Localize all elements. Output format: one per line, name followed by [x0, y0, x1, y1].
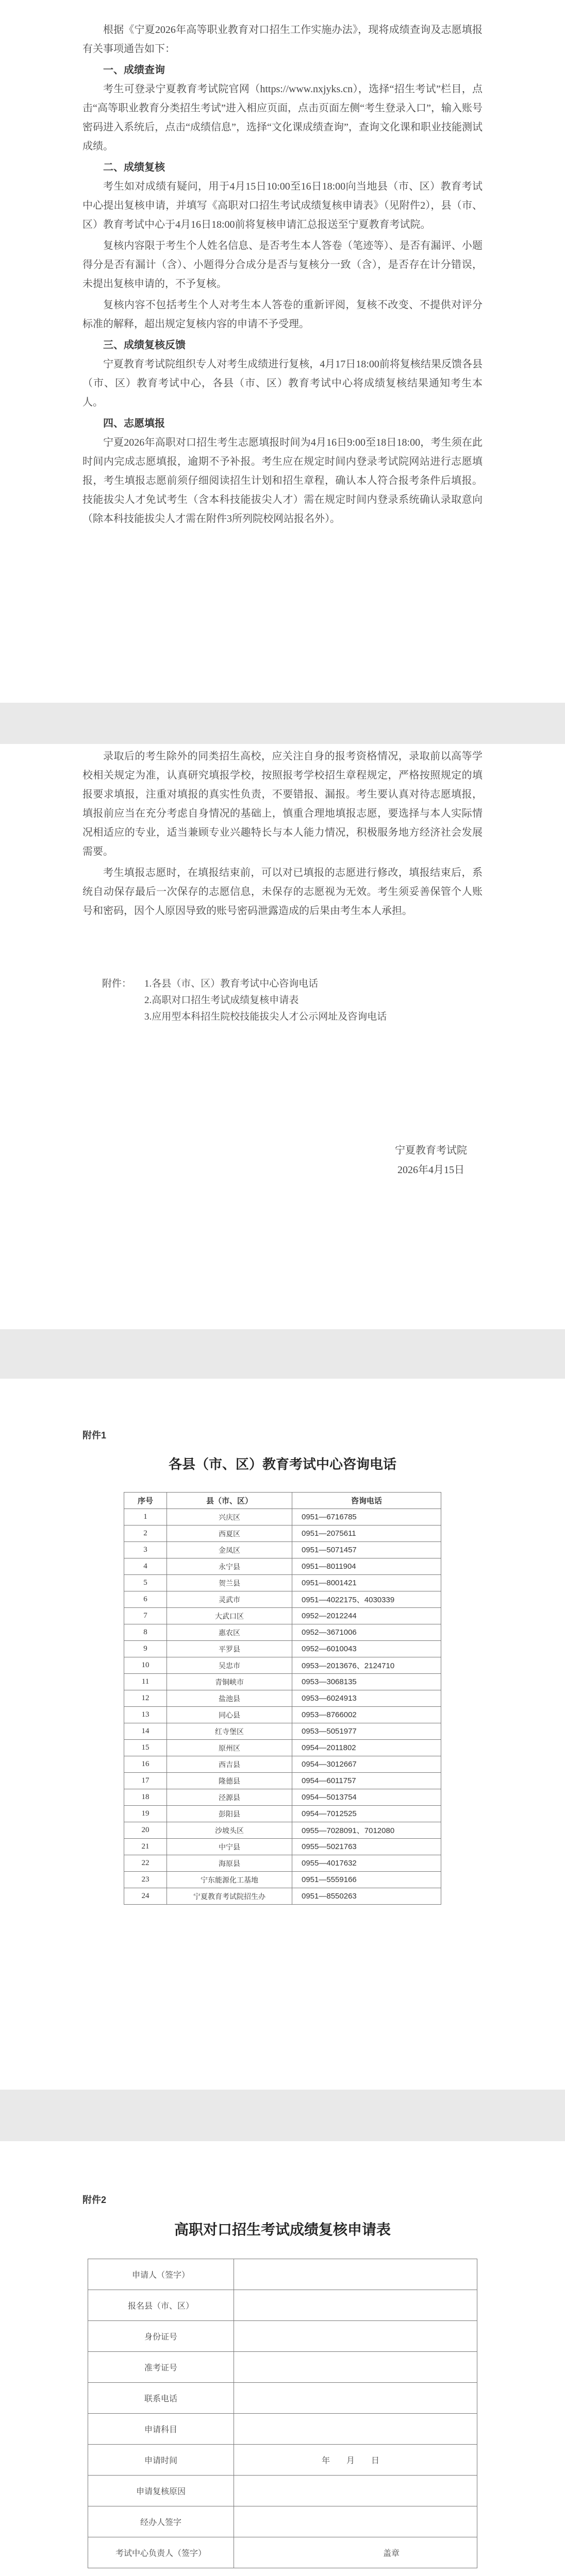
table-row — [124, 1526, 441, 1542]
table-cell: 0951—2075611 — [292, 1526, 441, 1542]
table-cell: 西吉县 — [167, 1756, 292, 1773]
signature-block — [395, 1141, 467, 1180]
page-separator — [0, 2090, 565, 2141]
section-heading: 一、成绩查询 — [103, 64, 165, 76]
table-row — [124, 1624, 441, 1641]
table-cell: 0954—5013754 — [292, 1789, 441, 1806]
table-cell: 隆德县 — [167, 1773, 292, 1789]
table-cell: 灵武市 — [167, 1591, 292, 1608]
table-cell: 宁东能源化工基地 — [167, 1872, 292, 1888]
table-cell: 16 — [124, 1756, 167, 1773]
attachment-item[interactable]: 1.各县（市、区）教育考试中心咨询电话 — [144, 978, 319, 989]
notice-body-continued — [82, 747, 483, 921]
table-cell: 0951—5071457 — [292, 1542, 441, 1558]
table-row — [124, 1509, 441, 1526]
table-cell: 0951—8011904 — [292, 1558, 441, 1575]
form-value[interactable] — [234, 2383, 477, 2414]
table-cell: 19 — [124, 1806, 167, 1822]
notice-intro: 根据《宁夏2026年高等职业教育对口招生工作实施办法》，现将成绩查询及志愿填报有关事项通告如下： — [82, 24, 483, 55]
table-cell: 同心县 — [167, 1707, 292, 1723]
page-separator — [0, 1329, 565, 1379]
issue-date: 2026年4月15日 — [397, 1164, 464, 1176]
table-row — [124, 1773, 441, 1789]
table-cell: 0955—5021763 — [292, 1839, 441, 1855]
table-cell: 0953—8766002 — [292, 1707, 441, 1723]
table-header-row — [124, 1493, 441, 1509]
table-cell: 0951—8550263 — [292, 1888, 441, 1905]
table-cell: 0954—6011757 — [292, 1773, 441, 1789]
form-value[interactable] — [234, 2506, 477, 2537]
table-cell: 0953—3068135 — [292, 1674, 441, 1690]
table-row — [124, 1657, 441, 1674]
form-row — [88, 2290, 477, 2321]
table-cell: 西夏区 — [167, 1526, 292, 1542]
column-header: 咨询电话 — [292, 1493, 441, 1509]
table-row — [124, 1558, 441, 1575]
table-row — [124, 1855, 441, 1872]
form-label: 申请人（签字） — [88, 2259, 234, 2290]
table-row — [124, 1756, 441, 1773]
table-cell: 0953—5051977 — [292, 1723, 441, 1740]
table-cell: 18 — [124, 1789, 167, 1806]
consult-phone-table — [124, 1492, 441, 1905]
table-cell: 0952—2012244 — [292, 1608, 441, 1624]
appendix2-title: 高职对口招生考试成绩复核申请表 — [174, 2222, 391, 2238]
issuer: 宁夏教育考试院 — [395, 1145, 467, 1156]
table-row — [124, 1872, 441, 1888]
table-cell: 0953—6024913 — [292, 1690, 441, 1707]
form-value[interactable] — [234, 2290, 477, 2321]
table-cell: 彭阳县 — [167, 1806, 292, 1822]
form-row — [88, 2506, 477, 2537]
table-cell: 贺兰县 — [167, 1575, 292, 1591]
section-paragraph: 考生可登录宁夏教育考试院官网（https://www.nxjyks.cn），选择“招生考试”栏目，点击“高等职业教育分类招生考试”进入相应页面，点击页面左侧“考生登录入口”，输入账号密码进入系统后，点击“成绩信息”，选择“文化课成绩查询”，查询文化课和职业技能测试成绩。 — [82, 83, 483, 152]
table-row — [124, 1707, 441, 1723]
table-cell: 0951—6716785 — [292, 1509, 441, 1526]
table-cell: 大武口区 — [167, 1608, 292, 1624]
table-cell: 0951—4022175、4030339 — [292, 1591, 441, 1608]
table-cell: 沙坡头区 — [167, 1822, 292, 1839]
table-cell: 金凤区 — [167, 1542, 292, 1558]
table-cell: 2 — [124, 1526, 167, 1542]
table-cell: 0954—2011802 — [292, 1740, 441, 1756]
section-heading: 二、成绩复核 — [103, 162, 165, 173]
notice-page-continued — [0, 744, 565, 1329]
section-paragraph: 考生如对成绩有疑问，用于4月15日10:00至16日18:00向当地县（市、区）教育考试中心提出复核申请，并填写《高职对口招生考试成绩复核申请表》（见附件2），县（市、区）教育考试中心于4月16日18:00前将复核申请汇总报送至宁夏教育考试院。 — [82, 181, 483, 230]
review-application-form — [88, 2259, 477, 2568]
table-row — [124, 1839, 441, 1855]
section-paragraph: 录取后的考生除外的同类招生高校，应关注自身的报考资格情况，录取前以高等学校相关规定为准，认真研究填报学校，按照报考学校招生章程规定，严格按照规定的填报要求填报，注重对填报的真实性负责，不要错报、漏报。考生要认真对待志愿填报，填报前应当在充分考虑自身情况的基础上，慎重合理地填报志愿，要选择与本人实际情况相适应的专业，适当兼顾专业兴趣特长与本人能力情况，积极服务地方经济社会发展需要。 — [82, 751, 483, 857]
form-row — [88, 2383, 477, 2414]
form-label: 申请科目 — [88, 2414, 234, 2445]
attachment-item[interactable]: 2.高职对口招生考试成绩复核申请表 — [144, 995, 299, 1006]
table-cell: 17 — [124, 1773, 167, 1789]
form-label: 考试中心负责人（签字） — [88, 2537, 234, 2568]
column-header: 序号 — [124, 1493, 167, 1509]
table-cell: 泾源县 — [167, 1789, 292, 1806]
section-paragraph: 宁夏2026年高职对口招生考生志愿填报时间为4月16日9:00至18日18:00，考生须在此时间内完成志愿填报，逾期不予补报。考生应在规定时间内登录考试院网站进行志愿填报，考生填报志愿前须仔细阅读招生计划和招生章程，确认本人符合报考条件后填报。技能拔尖人才免试考生（含本科技能拔尖人才）需在规定时间内登录系统确认录取意向（除本科技能拔尖人才需在附件3所列院校网站报名外）。 — [82, 437, 483, 524]
table-cell: 11 — [124, 1674, 167, 1690]
table-cell: 15 — [124, 1740, 167, 1756]
table-cell: 14 — [124, 1723, 167, 1740]
form-value[interactable] — [234, 2414, 477, 2445]
table-cell: 8 — [124, 1624, 167, 1641]
table-cell: 0954—3012667 — [292, 1756, 441, 1773]
table-row — [124, 1690, 441, 1707]
notice-body — [82, 21, 483, 531]
form-row — [88, 2321, 477, 2352]
table-cell: 兴庆区 — [167, 1509, 292, 1526]
table-cell: 22 — [124, 1855, 167, 1872]
table-cell: 0951—5559166 — [292, 1872, 441, 1888]
form-label: 申请复核原因 — [88, 2476, 234, 2506]
table-cell: 0952—6010043 — [292, 1641, 441, 1657]
table-cell: 12 — [124, 1690, 167, 1707]
section-paragraph: 复核内容不包括考生个人对考生本人答卷的重新评阅，复核不改变、不提供对评分标准的解释，超出规定复核内容的申请不予受理。 — [82, 299, 483, 330]
table-cell: 宁夏教育考试院招生办 — [167, 1888, 292, 1905]
form-label: 经办人签字 — [88, 2506, 234, 2537]
table-cell: 21 — [124, 1839, 167, 1855]
form-row — [88, 2414, 477, 2445]
table-cell: 10 — [124, 1657, 167, 1674]
table-cell: 24 — [124, 1888, 167, 1905]
form-value[interactable] — [234, 2321, 477, 2352]
attachments-label: 附件： — [102, 978, 132, 989]
table-cell: 0955—4017632 — [292, 1855, 441, 1872]
table-cell: 平罗县 — [167, 1641, 292, 1657]
section-paragraph: 考生填报志愿时，在填报结束前，可以对已填报的志愿进行修改，填报结束后，系统自动保存最后一次保存的志愿信息，未保存的志愿视为无效。考生须妥善保管个人账号和密码，因个人原因导致的账号密码泄露造成的后果由考生本人承担。 — [82, 867, 483, 917]
table-row — [124, 1789, 441, 1806]
appendix2-label: 附件2 — [82, 2195, 107, 2205]
table-row — [124, 1723, 441, 1740]
table-row — [124, 1674, 441, 1690]
table-cell: 0952—3671006 — [292, 1624, 441, 1641]
table-row — [124, 1740, 441, 1756]
page-separator — [0, 703, 565, 744]
appendix1-title: 各县（市、区）教育考试中心咨询电话 — [168, 1457, 396, 1472]
form-label: 申请时间 — [88, 2445, 234, 2476]
table-cell: 红寺堡区 — [167, 1723, 292, 1740]
form-label: 准考证号 — [88, 2352, 234, 2383]
section-paragraph: 宁夏教育考试院组织专人对考生成绩进行复核，4月17日18:00前将复核结果反馈各县（市、区）教育考试中心，各县（市、区）教育考试中心将成绩复核结果通知考生本人。 — [82, 359, 483, 408]
table-row — [124, 1888, 441, 1905]
appendix1-page — [0, 1379, 565, 2090]
form-value[interactable] — [234, 2259, 477, 2290]
form-row — [88, 2259, 477, 2290]
form-row — [88, 2352, 477, 2383]
table-cell: 永宁县 — [167, 1558, 292, 1575]
form-value[interactable]: 年 月 日 — [234, 2445, 477, 2476]
form-label: 报名县（市、区） — [88, 2290, 234, 2321]
table-row — [124, 1641, 441, 1657]
table-cell: 1 — [124, 1509, 167, 1526]
appendix1-label: 附件1 — [82, 1430, 107, 1440]
section-heading: 四、志愿填报 — [103, 418, 165, 429]
appendix2-page — [0, 2141, 565, 2576]
table-cell: 3 — [124, 1542, 167, 1558]
table-cell: 0953—2013676、2124710 — [292, 1657, 441, 1674]
table-row — [124, 1575, 441, 1591]
table-cell: 9 — [124, 1641, 167, 1657]
table-cell: 盐池县 — [167, 1690, 292, 1707]
table-row — [124, 1608, 441, 1624]
form-label: 联系电话 — [88, 2383, 234, 2414]
column-header: 县（市、区） — [167, 1493, 292, 1509]
table-cell: 23 — [124, 1872, 167, 1888]
form-value[interactable] — [234, 2476, 477, 2506]
table-row — [124, 1542, 441, 1558]
table-cell: 原州区 — [167, 1740, 292, 1756]
section-heading: 三、成绩复核反馈 — [103, 340, 186, 351]
form-value[interactable] — [234, 2352, 477, 2383]
table-cell: 13 — [124, 1707, 167, 1723]
table-cell: 20 — [124, 1822, 167, 1839]
table-cell: 4 — [124, 1558, 167, 1575]
table-cell: 7 — [124, 1608, 167, 1624]
table-cell: 0954—7012525 — [292, 1806, 441, 1822]
form-value[interactable]: 盖章 — [234, 2537, 477, 2568]
table-cell: 吴忠市 — [167, 1657, 292, 1674]
table-row — [124, 1822, 441, 1839]
section-paragraph: 复核内容限于考生个人姓名信息、是否考生本人答卷（笔迹等）、是否有漏评、小题得分是否有漏计（含）、小题得分合成分是否与复核分一致（含），是否存在计分错误，未提出复核申请的，不予复核。 — [82, 240, 483, 290]
table-cell: 惠农区 — [167, 1624, 292, 1641]
table-cell: 5 — [124, 1575, 167, 1591]
attachment-item[interactable]: 3.应用型本科招生院校技能拔尖人才公示网址及咨询电话 — [144, 1011, 387, 1022]
form-row — [88, 2476, 477, 2506]
form-row — [88, 2537, 477, 2568]
table-cell: 海原县 — [167, 1855, 292, 1872]
attachment-list — [82, 976, 483, 1025]
form-row — [88, 2445, 477, 2476]
form-label: 身份证号 — [88, 2321, 234, 2352]
table-row — [124, 1591, 441, 1608]
table-cell: 青铜峡市 — [167, 1674, 292, 1690]
table-cell: 中宁县 — [167, 1839, 292, 1855]
table-cell: 0955—7028091、7012080 — [292, 1822, 441, 1839]
table-row — [124, 1806, 441, 1822]
table-cell: 6 — [124, 1591, 167, 1608]
table-cell: 0951—8001421 — [292, 1575, 441, 1591]
